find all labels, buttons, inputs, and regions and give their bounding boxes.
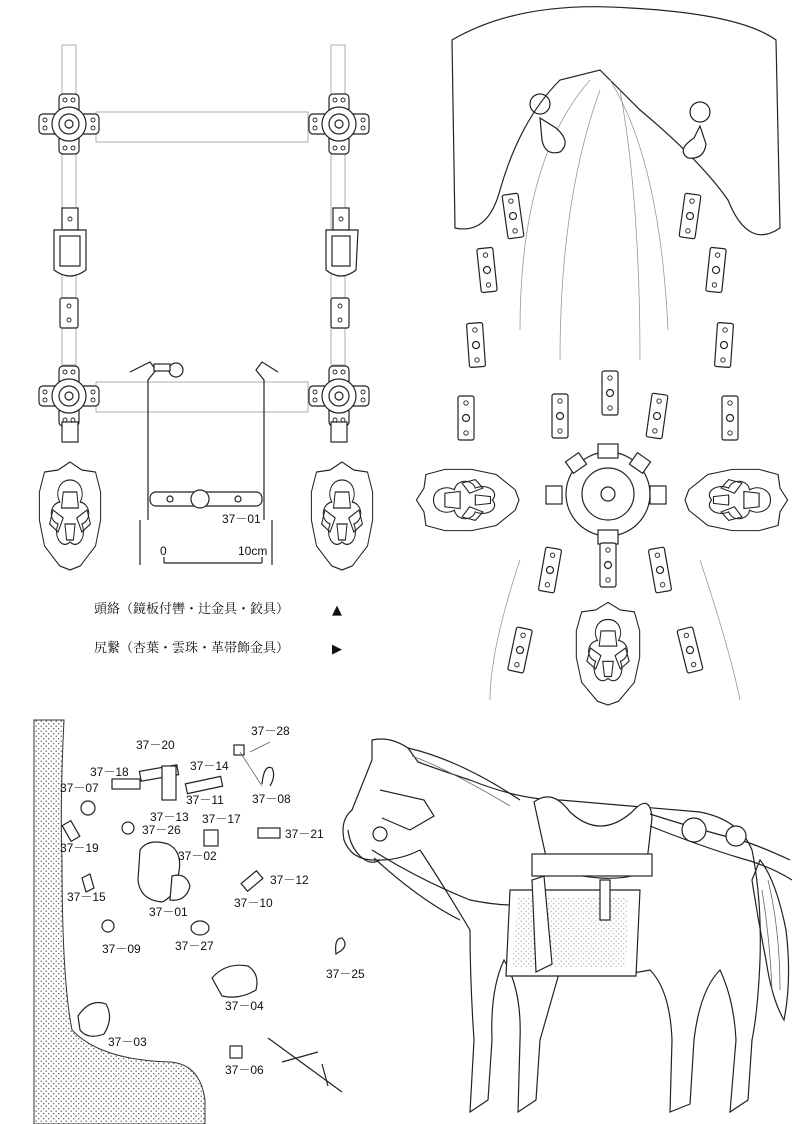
find-label: 37－15 bbox=[67, 890, 106, 904]
cheekpiece-right bbox=[311, 462, 372, 570]
find-label: 37－04 bbox=[225, 999, 264, 1013]
find-label: 37－09 bbox=[102, 942, 141, 956]
find-label: 37－26 bbox=[142, 823, 181, 837]
find-label: 37－19 bbox=[60, 841, 99, 855]
cross-fitting-lower-right bbox=[309, 366, 369, 426]
apricot-leaf-bottom bbox=[576, 602, 639, 705]
find-label: 37－08 bbox=[252, 792, 291, 806]
find-label: 37－02 bbox=[178, 849, 217, 863]
find-label: 37－28 bbox=[251, 724, 290, 738]
cheekpiece-left bbox=[39, 462, 100, 570]
legend-item-crupper: 尻繋（杏葉・雲珠・革帯飾金具） bbox=[94, 641, 290, 656]
find-label: 37－06 bbox=[225, 1063, 264, 1077]
bridle-assemblage bbox=[39, 45, 373, 570]
buckle-left bbox=[54, 208, 86, 276]
strap-ring-right bbox=[683, 102, 710, 158]
find-label: 37－10 bbox=[234, 896, 273, 910]
find-label: 37－17 bbox=[202, 812, 241, 826]
cross-fitting-upper-left bbox=[39, 94, 99, 154]
excavation-plan bbox=[34, 720, 365, 1124]
key-fitting bbox=[154, 363, 183, 377]
find-label: 37－27 bbox=[175, 939, 214, 953]
legend-marker-triangle-right: ▶ bbox=[332, 642, 342, 657]
legend-item-bridle: 頭絡（鏡板付轡・辻金具・鉸具） bbox=[94, 602, 290, 617]
scale-bar-start: 0 bbox=[160, 544, 167, 558]
cross-fitting-lower-left bbox=[39, 366, 99, 426]
scale-specimen-label: 37－01 bbox=[222, 512, 261, 526]
find-label: 37－07 bbox=[60, 781, 99, 795]
apricot-leaf-right bbox=[685, 469, 788, 530]
small-plate-right bbox=[331, 298, 349, 328]
find-label: 37－20 bbox=[136, 738, 175, 752]
crupper-assemblage bbox=[416, 7, 787, 705]
legend bbox=[94, 601, 342, 657]
strap-ring-left bbox=[530, 94, 565, 153]
find-label: 37－21 bbox=[285, 827, 324, 841]
unzu-boss bbox=[546, 444, 666, 544]
horse-bit bbox=[130, 362, 278, 565]
cross-fitting-upper-right bbox=[309, 94, 369, 154]
find-label: 37－12 bbox=[270, 873, 309, 887]
saddle-outline bbox=[452, 7, 780, 235]
find-label: 37－11 bbox=[186, 793, 224, 807]
small-plate-left bbox=[60, 298, 78, 328]
apricot-leaf-left bbox=[416, 469, 519, 530]
find-label: 37－03 bbox=[108, 1035, 147, 1049]
find-label: 37－14 bbox=[190, 759, 229, 773]
find-label: 37－13 bbox=[150, 810, 189, 824]
north-arrow bbox=[268, 1038, 342, 1092]
legend-marker-triangle-up: ▲ bbox=[332, 603, 342, 618]
find-label: 37－25 bbox=[326, 967, 365, 981]
horse-reconstruction bbox=[343, 739, 792, 1112]
crupper-boss bbox=[682, 818, 706, 842]
find-label: 37－18 bbox=[90, 765, 129, 779]
find-label: 37－01 bbox=[149, 905, 188, 919]
scale-bar-end: 10cm bbox=[238, 544, 268, 558]
scale-bar bbox=[160, 544, 267, 563]
